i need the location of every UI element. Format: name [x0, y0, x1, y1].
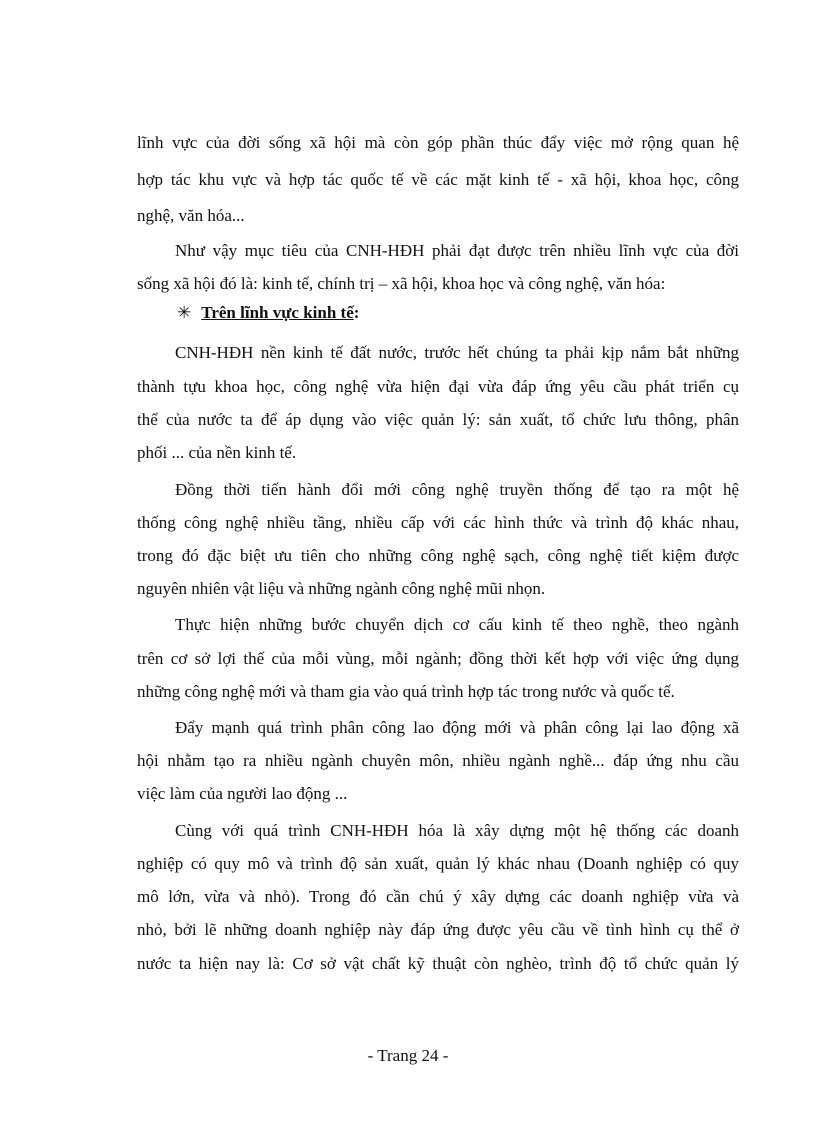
asterisk-bullet-icon: ✳ — [177, 303, 192, 322]
section-heading-text: Trên lĩnh vực kinh tế — [201, 303, 354, 322]
text-line: sống xã hội đó là: kinh tế, chính trị – xã hội, khoa học và công nghệ, văn hóa: — [137, 274, 666, 293]
text-line: thống công nghệ nhiều tầng, nhiều cấp với các hình thức và trình độ khác nhau, — [137, 513, 739, 532]
text-line: Như vậy mục tiêu của CNH-HĐH phải đạt được trên nhiều lĩnh vực của đời — [175, 241, 739, 260]
text-line: trên cơ sở lợi thế của mỗi vùng, mỗi ngành; đồng thời kết hợp với việc ứng dụng — [137, 649, 739, 668]
text-line: nước ta hiện nay là: Cơ sở vật chất kỹ thuật còn nghèo, trình độ tổ chức quản lý — [137, 954, 739, 973]
text-line: thể của nước ta để áp dụng vào việc quản lý: sản xuất, tổ chức lưu thông, phân — [137, 410, 739, 429]
text-line: nghiệp có quy mô và trình độ sản xuất, quản lý khác nhau (Doanh nghiệp có quy — [137, 854, 739, 873]
text-line: Đồng thời tiến hành đổi mới công nghệ truyền thống để tạo ra một hệ — [175, 480, 739, 499]
text-line: nhỏ, bởi lẽ những doanh nghiệp này đáp ứng được yêu cầu về tình hình cụ thể ở — [137, 920, 739, 939]
text-line: hợp tác khu vực và hợp tác quốc tế về các mặt kinh tế - xã hội, khoa học, công — [137, 170, 739, 189]
text-line: Cùng với quá trình CNH-HĐH hóa là xây dựng một hệ thống các doanh — [175, 821, 739, 840]
text-line: Đẩy mạnh quá trình phân công lao động mới và phân công lại lao động xã — [175, 718, 739, 737]
text-line: trong đó đặc biệt ưu tiên cho những công nghệ sạch, công nghệ tiết kiệm được — [137, 546, 739, 565]
text-line: phối ... của nền kinh tế. — [137, 443, 297, 462]
section-heading-colon: : — [353, 303, 360, 322]
text-line: mô lớn, vừa và nhỏ). Trong đó cần chú ý xây dựng các doanh nghiệp vừa và — [137, 887, 739, 906]
text-line: lĩnh vực của đời sống xã hội mà còn góp phần thúc đẩy việc mở rộng quan hệ — [137, 133, 739, 152]
text-line: việc làm của người lao động ... — [137, 784, 348, 803]
text-line: nghệ, văn hóa... — [137, 206, 245, 225]
text-line: hội nhằm tạo ra nhiều ngành chuyên môn, nhiều ngành nghề... đáp ứng nhu cầu — [137, 751, 739, 770]
page-number: - Trang 24 - — [367, 1046, 449, 1065]
text-line: những công nghệ mới và tham gia vào quá trình hợp tác trong nước và quốc tế. — [137, 682, 675, 701]
text-line: CNH-HĐH nền kinh tế đất nước, trước hết chúng ta phải kịp nắm bắt những — [175, 343, 739, 362]
text-line: nguyên nhiên vật liệu và những ngành công nghệ mũi nhọn. — [137, 579, 546, 598]
text-line: thành tựu khoa học, công nghệ vừa hiện đại vừa đáp ứng yêu cầu phát triển cụ — [137, 377, 739, 396]
section-heading — [177, 302, 359, 324]
text-line: Thực hiện những bước chuyển dịch cơ cấu kinh tế theo nghề, theo ngành — [175, 615, 739, 634]
